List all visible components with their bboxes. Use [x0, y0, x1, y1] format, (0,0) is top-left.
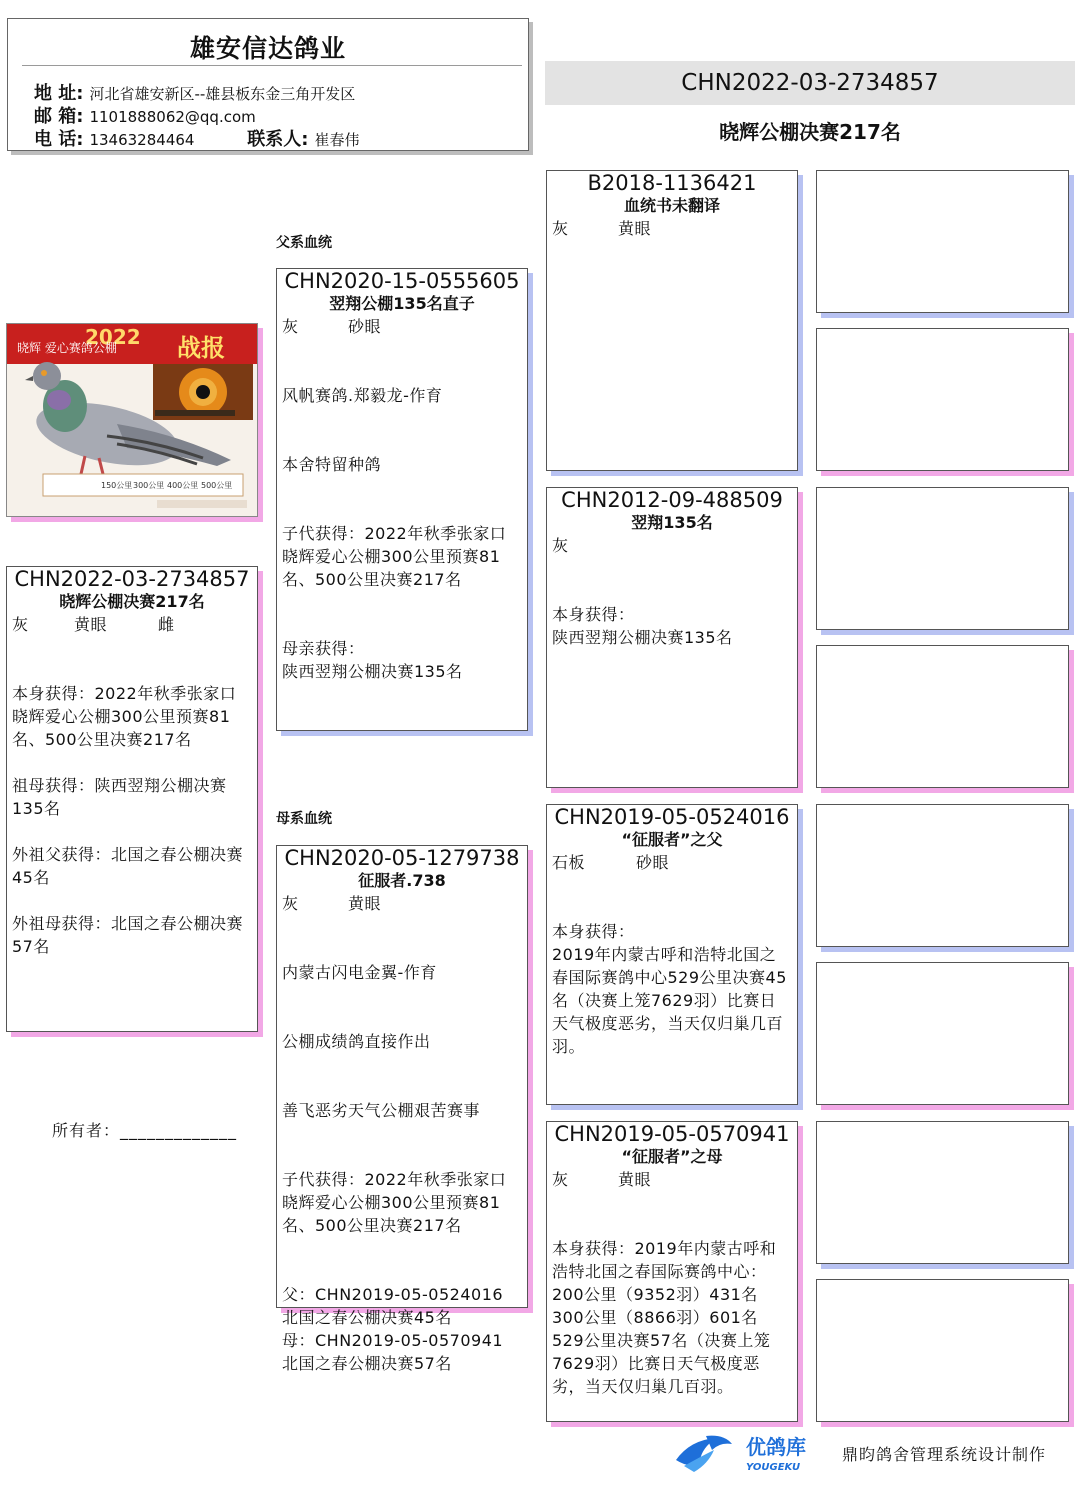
dam-note: 公棚成绩鸽直接作出	[282, 1032, 431, 1051]
pigeon-poster-image	[6, 323, 258, 517]
poster-stat-1: 150公里	[101, 481, 133, 490]
great-grandparent-card-3	[816, 487, 1069, 630]
subject-title: 晓辉公棚决赛217名	[59, 592, 205, 611]
subject-color: 灰	[12, 615, 29, 634]
subject-ring-banner: CHN2022-03-2734857	[545, 61, 1075, 105]
dam-line-label: 母系血统	[276, 811, 332, 827]
poster-stat-2: 300公里	[133, 481, 165, 490]
sire-note: 风帆赛鸽.郑毅龙-作育	[282, 386, 443, 405]
poster-badge: 战报	[177, 334, 225, 362]
logo-graphic	[672, 1430, 822, 1476]
email-value: 1101888062@qq.com	[89, 108, 256, 126]
great-grandparent-card-1	[816, 170, 1069, 313]
dam-card	[276, 845, 528, 1373]
dam-sire-ring-number: CHN2019-05-0524016	[554, 805, 790, 829]
sire-eye: 砂眼	[348, 317, 382, 336]
sire-note: 母亲获得： 陕西翌翔公棚决赛135名	[282, 639, 463, 681]
subject-notes	[7, 682, 257, 958]
sire-ring-number: CHN2020-15-0555605	[284, 269, 520, 293]
great-grandparent-card-7	[816, 1121, 1069, 1264]
dam-dam-attributes	[547, 1168, 797, 1191]
phone-label: 电 话:	[34, 129, 84, 150]
great-grandparent-card-4	[816, 645, 1069, 788]
dam-note: 子代获得：2022年秋季张家口晓辉爱心公棚300公里预赛81名、500公里决赛217名	[282, 1170, 507, 1235]
great-grandparent-card-8	[816, 1279, 1069, 1422]
dam-dam-eye: 黄眼	[618, 1170, 652, 1189]
subject-title-banner: 晓辉公棚决赛217名	[719, 120, 901, 144]
dam-sire-card	[546, 804, 798, 1105]
sire-attributes	[277, 315, 527, 338]
great-grandparent-card-6	[816, 962, 1069, 1105]
dam-sire-attributes	[547, 851, 797, 874]
subject-pigeon-card	[6, 566, 258, 1032]
poster-stat-4: 500公里	[201, 481, 233, 490]
footer-credit: 鼎昀鸽舍管理系统设计制作	[842, 1445, 1047, 1464]
sire-line-label: 父系血统	[276, 235, 332, 251]
loft-name: 雄安信达鸽业	[189, 34, 346, 63]
subject-eye: 黄眼	[74, 615, 108, 634]
sire-card	[276, 268, 528, 731]
email-label: 邮 箱:	[34, 106, 84, 127]
sire-note: 本舍特留种鸽	[282, 455, 382, 474]
loft-info-box	[7, 18, 529, 151]
contact-label: 联系人:	[247, 129, 309, 150]
subject-note: 本身获得：2022年秋季张家口晓辉爱心公棚300公里预赛81名、500公里决赛217名	[12, 684, 237, 749]
dam-sire-color: 石板	[552, 853, 586, 872]
dam-dam-card	[546, 1121, 798, 1422]
owner-blank: _____________	[120, 1121, 238, 1140]
great-grandparent-card-5	[816, 804, 1069, 947]
sire-dam-color: 灰	[552, 536, 569, 555]
dam-notes	[277, 938, 527, 1398]
dam-sire-note: 本身获得： 2019年内蒙古呼和浩特北国之春国际赛鸽中心529公里决赛45名（决赛上笼7629羽）比赛日天气极度恶劣，当天仅归巢几百羽。	[552, 922, 787, 1056]
pigeon-poster-graphic	[7, 324, 258, 517]
dam-dam-notes	[547, 1214, 797, 1421]
dam-dam-title: “征服者”之母	[621, 1147, 723, 1166]
sire-notes	[277, 361, 527, 729]
sire-title: 翌翔公棚135名直子	[329, 294, 475, 313]
dam-sire-title: “征服者”之父	[621, 830, 723, 849]
dam-note: 内蒙古闪电金翼-作育	[282, 963, 437, 982]
poster-year: 2022	[85, 325, 141, 349]
address-label: 地 址:	[34, 83, 84, 104]
dam-title: 征服者.738	[358, 871, 446, 890]
sire-note: 子代获得：2022年秋季张家口晓辉爱心公棚300公里预赛81名、500公里决赛217名	[282, 524, 507, 589]
dam-sire-notes	[547, 897, 797, 1081]
loft-phone-row	[34, 125, 359, 151]
subject-note: 外祖父获得：北国之春公棚决赛45名	[12, 845, 244, 887]
address-value: 河北省雄安新区--雄县板东金三角开发区	[89, 85, 356, 103]
dam-eye: 黄眼	[348, 894, 382, 913]
subject-sex: 雌	[158, 615, 175, 634]
dam-sire-eye: 砂眼	[636, 853, 670, 872]
yougeku-logo	[672, 1430, 822, 1476]
sire-dam-note: 本身获得： 陕西翌翔公棚决赛135名	[552, 605, 733, 647]
sire-sire-eye: 黄眼	[618, 219, 652, 238]
phone-value: 13463284464	[89, 131, 195, 149]
sire-sire-card	[546, 170, 798, 471]
poster-stat-3: 400公里	[167, 481, 199, 490]
sire-dam-ring-number: CHN2012-09-488509	[561, 488, 783, 512]
loft-divider	[22, 65, 522, 66]
sire-dam-notes	[547, 580, 797, 672]
sire-color: 灰	[282, 317, 299, 336]
owner-label: 所有者：	[52, 1121, 121, 1140]
sire-dam-title: 翌翔135名	[631, 513, 713, 532]
contact-value: 崔春伟	[314, 131, 360, 149]
logo-brand-en: YOUGEKU	[746, 1462, 801, 1473]
owner-line	[52, 1118, 237, 1141]
subject-attributes	[7, 613, 257, 636]
dam-dam-note: 本身获得：2019年内蒙古呼和浩特北国之春国际赛鸽中心： 200公里（9352羽）431名 300公里（8866羽）601名 529公里决赛57名（决赛上笼7629羽）比赛日天气极度恶劣，当天仅归巢几百羽。	[552, 1239, 777, 1396]
dam-dam-ring-number: CHN2019-05-0570941	[554, 1122, 790, 1146]
subject-note: 祖母获得：陕西翌翔公棚决赛135名	[12, 776, 227, 818]
sire-sire-ring-number: B2018-1136421	[587, 171, 757, 195]
poster-headline: 晓辉 爱心赛鸽公棚	[17, 341, 117, 355]
dam-attributes	[277, 892, 527, 915]
dam-color: 灰	[282, 894, 299, 913]
subject-note: 外祖母获得：北国之春公棚决赛57名	[12, 914, 244, 956]
dam-dam-color: 灰	[552, 1170, 569, 1189]
dam-note: 善飞恶劣天气公棚艰苦赛事	[282, 1101, 481, 1120]
sire-dam-card	[546, 487, 798, 788]
subject-ring-number: CHN2022-03-2734857	[14, 567, 250, 591]
sire-sire-title: 血统书未翻译	[623, 196, 720, 215]
sire-sire-color: 灰	[552, 219, 569, 238]
dam-note: 父：CHN2019-05-0524016 北国之春公棚决赛45名 母：CHN2019-05-0570941 北国之春公棚决赛57名	[282, 1285, 504, 1373]
dam-ring-number: CHN2020-05-1279738	[284, 846, 520, 870]
logo-brand-text: 优鸽库	[746, 1435, 806, 1459]
sire-dam-attributes	[547, 534, 797, 557]
great-grandparent-card-2	[816, 328, 1069, 471]
sire-sire-attributes	[547, 217, 797, 240]
